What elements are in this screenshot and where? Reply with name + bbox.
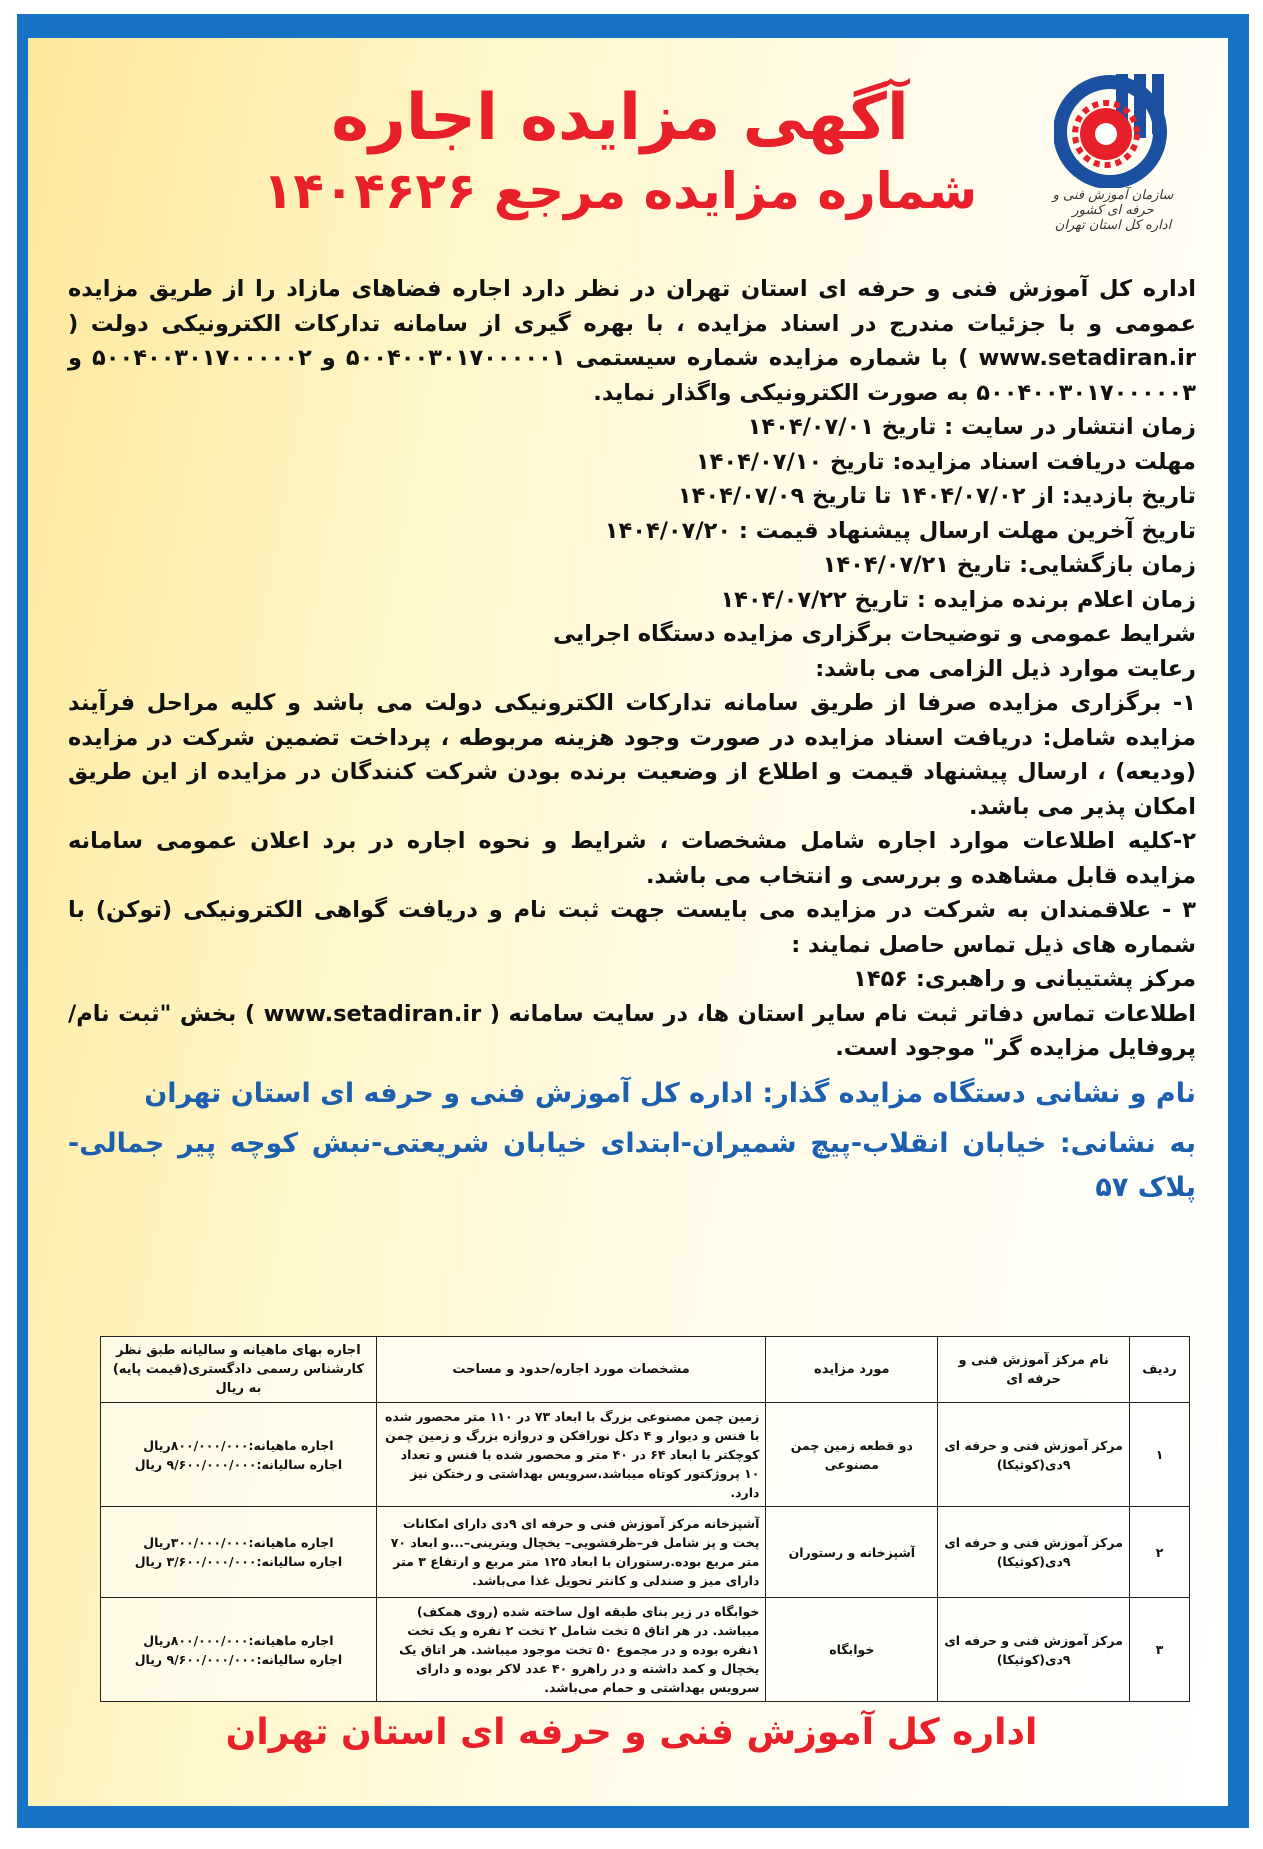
logo-org-name: سازمان آموزش فنی و حرفه ای کشور (1052, 188, 1174, 218)
specifications: زمین چمن مصنوعی بزرگ با ابعاد ۷۳ در ۱۱۰ متر محصور شده با فنس و دیوار و ۴ دکل نورافکن و دروازه بزرگ و زمین چمن کوچکتر با ابعاد ۶۴ در ۴۰ متر و محصور شده با فنس و تعداد ۱۰ پروژکتور کوتاه میباشد.سرویس بهداشتی و رختکن نیز دارد. (376, 1403, 766, 1507)
winner-date: زمان اعلام برنده مزایده : تاریخ ۱۴۰۴/۰۷/۲۲ (720, 586, 1196, 613)
bid-deadline: تاریخ آخرین مهلت ارسال پیشنهاد قیمت : ۱۴۰۴/۰۷/۲۰ (604, 517, 1196, 544)
support-center: مرکز پشتیبانی و راهبری: ۱۴۵۶ (853, 966, 1196, 992)
docs-deadline: مهلت دریافت اسناد مزایده: تاریخ ۱۴۰۴/۰۷/۱۰ (695, 448, 1196, 475)
monthly-rent: اجاره ماهیانه:۳۰۰/۰۰۰/۰۰۰ریال (143, 1535, 334, 1550)
title-reference-number: شماره مزایده مرجع ۱۴۰۴۶۲۶ (262, 162, 978, 220)
condition-item-3: ۳ - علاقمندان به شرکت در مزایده می بایست جهت ثبت نام و دریافت گواهی الکترونیکی (توکن) با شماره های ذیل تماس حاصل نمایند : (68, 897, 1196, 958)
opening-date: زمان بازگشایی: تاریخ ۱۴۰۴/۰۷/۲۱ (822, 552, 1196, 578)
yearly-rent: اجاره سالیانه:۹/۶۰۰/۰۰۰/۰۰۰ ریال (134, 1651, 343, 1667)
conditions-heading: شرایط عمومی و توضیحات برگزاری مزایده دستگاه اجرایی (553, 621, 1196, 647)
contact-info: اطلاعات تماس دفاتر ثبت نام سایر استان ها، در سایت سامانه ( www.setadiran.ir ) بخش "ثبت نام/ پروفایل مزایده گر" موجود است. (68, 1000, 1197, 1061)
header-specifications: مشخصات مورد اجاره/حدود و مساحت (376, 1337, 766, 1403)
header-rent-price: اجاره بهای ماهیانه و سالیانه طبق نظر کارشناس رسمی دادگستری(قیمت پایه) به ریال (101, 1337, 377, 1403)
row-number: ۱ (1130, 1403, 1190, 1507)
rent-price (101, 1403, 377, 1507)
footer-organization: اداره کل آموزش فنی و حرفه ای استان تهران (225, 1712, 1038, 1753)
auction-item: دو قطعه زمین چمن مصنوعی (766, 1403, 938, 1507)
condition-item-1: ۱- برگزاری مزایده صرفا از طریق سامانه تدارکات الکترونیکی دولت می باشد و کلیه مراحل فرآیند مزایده شامل: دریافت اسناد مزایده در صورت وجود هزینه مربوطه ، پرداخت تضمین شرکت در مزایده (ودیعه) ، ارسال پیشنهاد قیمت و اطلاع از وضعیت برنده بودن شرکت کنندگان در مزایده از این طریق امکان پذیر می باشد. (68, 690, 1196, 820)
table-header-row (101, 1337, 1190, 1403)
auction-item: آشپزخانه و رستوران (766, 1507, 938, 1598)
ad-title (230, 78, 1010, 224)
publish-date: زمان انتشار در سایت : تاریخ ۱۴۰۴/۰۷/۰۱ (747, 414, 1196, 440)
specifications: خوابگاه در زیر بنای طبقه اول ساخته شده (روی همکف) میباشد. در هر اتاق ۵ تخت شامل ۲ تخت ۲ نفره و یک تخت ۱نفره بوده و در مجموع ۵۰ تخت موجود میباشد. هر اتاق یک یخچال و کمد داشته و در راهرو ۴۰ عدد لاکر بوده و دارای سرویس بهداشتی و حمام می‌باشد. (376, 1598, 766, 1702)
rent-price (101, 1598, 377, 1702)
intro-paragraph: اداره کل آموزش فنی و حرفه ای استان تهران در نظر دارد اجاره فضاهای مازاد را از طریق مزایده عمومی و با جزئیات مندرج در اسناد مزایده ، با بهره گیری از سامانه تدارکات الکترونیکی دولت ( www.setadiran.ir ) با شماره مزایده شماره سیستمی ۵۰۰۴۰۰۳۰۱۷۰۰۰۰۰۱ و ۵۰۰۴۰۰۳۰۱۷۰۰۰۰۰۲ و ۵۰۰۴۰۰۳۰۱۷۰۰۰۰۰۳ به صورت الکترونیکی واگذار نماید. (68, 276, 1196, 406)
center-name: مرکز آموزش فنی و حرفه ای ۹دی(کوثیکا) (938, 1507, 1130, 1598)
row-number: ۲ (1130, 1507, 1190, 1598)
visit-dates: تاریخ بازدید: از ۱۴۰۴/۰۷/۰۲ تا تاریخ ۱۴۰۴/۰۷/۰۹ (677, 483, 1196, 509)
table-row (101, 1403, 1190, 1507)
specifications: آشپزخانه مرکز آموزش فنی و حرفه ای ۹دی دارای امکانات پخت و پز شامل فر–ظرفشویی– یخچال ویترینی–...و ابعاد ۷۰ متر مربع بوده.رستوران با ابعاد ۱۲۵ متر مربع و ارتفاع ۳ متر دارای میز و صندلی و کانتر تحویل غذا می‌باشد. (376, 1507, 766, 1598)
condition-item-2: ۲-کلیه اطلاعات موارد اجاره شامل مشخصات ، شرایط و نحوه اجاره در برد اعلان عمومی سامانه مزایده قابل مشاهده و بررسی و انتخاب می باشد. (68, 828, 1196, 889)
header-center-name: نام مرکز آموزش فنی و حرفه ای (938, 1337, 1130, 1403)
monthly-rent: اجاره ماهیانه:۸۰۰/۰۰۰/۰۰۰ریال (143, 1632, 334, 1648)
organization-name: نام و نشانی دستگاه مزایده گذار: اداره کل آموزش فنی و حرفه ای استان تهران (144, 1077, 1196, 1109)
logo-emblem-icon (1054, 70, 1172, 188)
organization-address: به نشانی: خیابان انقلاب-پیچ شمیران-ابتدای خیابان شریعتی-نبش کوچه پیر جمالی- پلاک ۵۷ (68, 1127, 1196, 1203)
table-row (101, 1598, 1190, 1702)
center-name: مرکز آموزش فنی و حرفه ای ۹دی(کوثیکا) (938, 1403, 1130, 1507)
auction-items-table (100, 1336, 1190, 1702)
yearly-rent: اجاره سالیانه:۳/۶۰۰/۰۰۰/۰۰۰ ریال (134, 1554, 343, 1569)
ad-body (68, 272, 1196, 1210)
monthly-rent: اجاره ماهیانه:۸۰۰/۰۰۰/۰۰۰ریال (143, 1437, 334, 1453)
header-row-number: ردیف (1130, 1337, 1190, 1403)
title-main: آگهی مزایده اجاره (331, 81, 909, 155)
row-number: ۳ (1130, 1598, 1190, 1702)
table-row (101, 1507, 1190, 1598)
organization-logo (1038, 70, 1188, 233)
rent-price (101, 1507, 377, 1598)
mandatory-note: رعایت موارد ذیل الزامی می باشد: (815, 655, 1196, 682)
header-auction-item: مورد مزایده (766, 1337, 938, 1403)
center-name: مرکز آموزش فنی و حرفه ای ۹دی(کوثیکا) (938, 1598, 1130, 1702)
auction-item: خوابگاه (766, 1598, 938, 1702)
logo-office-name: اداره کل استان تهران (1054, 218, 1172, 233)
yearly-rent: اجاره سالیانه:۹/۶۰۰/۰۰۰/۰۰۰ ریال (134, 1456, 343, 1472)
